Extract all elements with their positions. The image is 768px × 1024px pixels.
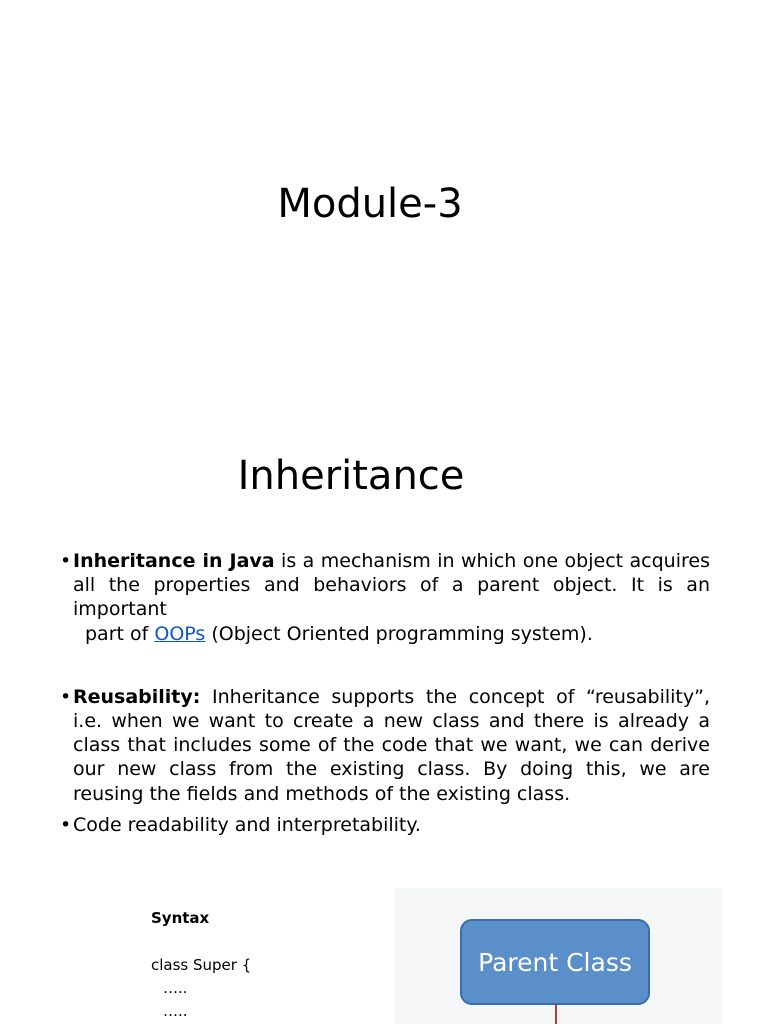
bullet-text-end: (Object Oriented programming system). [205,622,593,645]
oops-link[interactable]: OOPs [154,622,206,645]
code-line: class Super { [151,956,252,974]
bullet-text: Code readability and interpretability. [73,813,421,836]
bullet-text-cont: includes some of the code that we want, we can derive our new class from the existing class. By doing this, we are reusing the fields and methods of the existing class. [73,734,710,805]
bullet-bold-term: Inheritance in Java [73,550,275,572]
bullet-dot-icon: • [60,685,72,708]
syntax-title: Syntax [151,909,210,927]
syntax-block [151,907,251,1023]
section-heading: Inheritance [237,453,465,499]
bullet-text: is a mechanism in which one object acquires all the properties and behaviors of a parent object. It is an important [73,550,710,621]
diagram-connector [555,1005,557,1024]
bullet-inheritance [60,549,710,646]
bullet-text: Inheritance supports the concept of “reusability”, i.e. when we want to create a new class and there is already a class that [73,685,710,757]
bullet-list [60,549,710,837]
inheritance-diagram [394,888,722,1024]
parent-class-box: Parent Class [460,919,650,1005]
bullet-bold-term: Reusability: [73,685,201,708]
module-title: Module-3 [277,181,463,227]
code-line: ….. [163,979,188,997]
code-line: ….. [163,1002,188,1020]
bullet-readability [60,813,710,837]
bullet-dot-icon: • [60,813,72,836]
bullet-dot-icon: • [60,550,72,572]
bullet-reusability [60,685,710,806]
bullet-text-indent: part of [85,622,155,645]
